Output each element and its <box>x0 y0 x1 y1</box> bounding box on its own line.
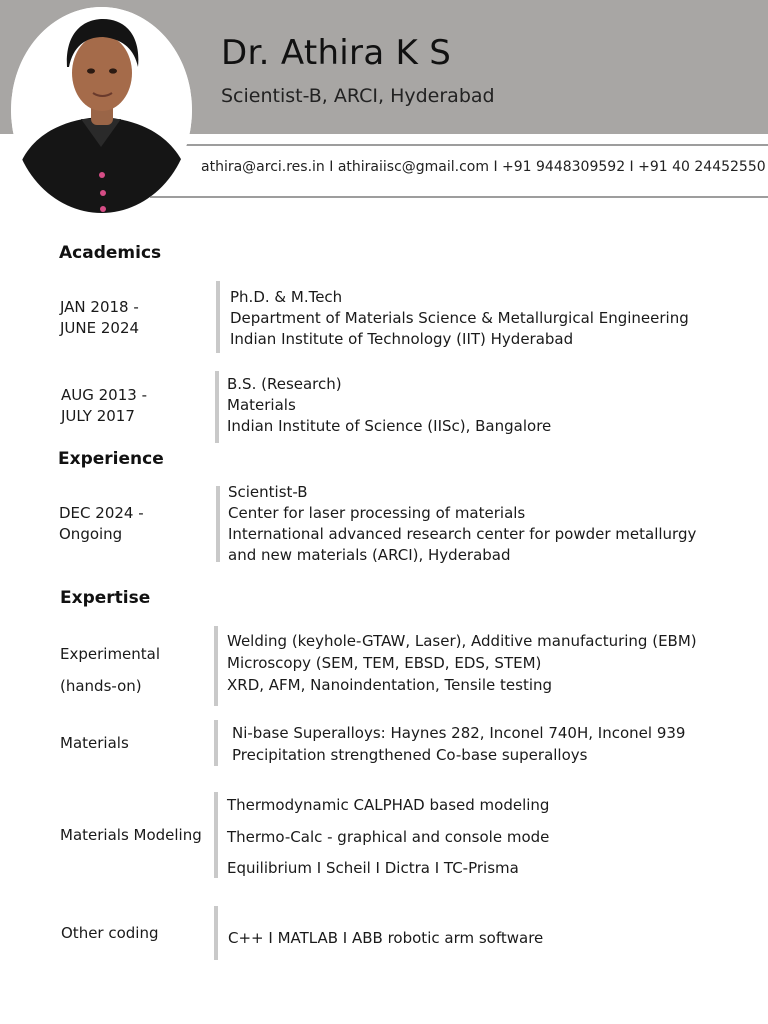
entry-bar <box>214 792 218 878</box>
entry-line: Microscopy (SEM, TEM, EBSD, EDS, STEM) <box>227 654 542 672</box>
date-line: Ongoing <box>59 525 123 543</box>
entry-line: International advanced research center for powder metallurgy <box>228 525 697 543</box>
experience-entry-1 <box>228 482 696 566</box>
expertise-entry-modeling <box>227 790 549 885</box>
date-line: AUG 2013 - <box>61 386 147 404</box>
expertise-entry-coding <box>228 928 543 949</box>
section-heading-experience: Experience <box>58 449 164 469</box>
entry-bar <box>214 626 218 706</box>
entry-line: Department of Materials Science & Metallurgical Engineering <box>230 309 689 327</box>
expertise-label-coding <box>61 923 159 944</box>
entry-line: Equilibrium I Scheil I Dictra I TC-Prisma <box>227 859 519 877</box>
entry-line: B.S. (Research) <box>227 375 342 393</box>
academics-entry-2 <box>227 374 551 437</box>
entry-bar <box>214 906 218 960</box>
expertise-label-materials <box>60 733 129 754</box>
entry-line: Thermo-Calc - graphical and console mode <box>227 827 550 846</box>
entry-line: Precipitation strengthened Co-base superalloys <box>232 746 588 764</box>
entry-line: C++ I MATLAB I ABB robotic arm software <box>228 929 544 947</box>
entry-line: Materials <box>227 396 296 414</box>
label-line: (hands-on) <box>60 677 142 695</box>
academics-entry-1 <box>230 287 689 350</box>
academics-date-2 <box>61 385 147 427</box>
date-line: JAN 2018 - <box>60 298 139 316</box>
entry-bar <box>215 371 219 443</box>
expertise-entry-materials <box>232 722 685 766</box>
entry-line: Welding (keyhole-GTAW, Laser), Additive manufacturing (EBM) <box>227 632 697 650</box>
label-line: Other coding <box>61 924 159 942</box>
date-line: JUNE 2024 <box>60 319 140 337</box>
entry-line: Center for laser processing of materials <box>228 504 526 522</box>
contact-line: athira@arci.res.in I athiraiisc@gmail.com I +91 9448309592 I +91 40 24452550 <box>201 159 766 175</box>
contact-rule-top <box>150 144 768 146</box>
entry-line: Ph.D. & M.Tech <box>230 288 343 306</box>
contact-rule-bottom <box>150 196 768 198</box>
expertise-label-experimental <box>60 638 160 702</box>
profile-photo <box>11 7 192 213</box>
entry-bar <box>216 486 220 562</box>
expertise-entry-experimental <box>227 630 697 696</box>
date-line: DEC 2024 - <box>59 504 144 522</box>
label-line: Materials Modeling <box>60 826 202 844</box>
entry-line: Scientist-B <box>228 483 308 501</box>
person-name: Dr. Athira K S <box>221 33 452 73</box>
label-line: Materials <box>60 734 129 752</box>
entry-line: and new materials (ARCI), Hyderabad <box>228 546 511 564</box>
person-title: Scientist-B, ARCI, Hyderabad <box>221 85 495 107</box>
entry-line: Indian Institute of Technology (IIT) Hyderabad <box>230 330 574 348</box>
section-heading-expertise: Expertise <box>60 588 151 608</box>
entry-line: XRD, AFM, Nanoindentation, Tensile testing <box>227 676 553 694</box>
expertise-label-modeling <box>60 825 202 846</box>
section-heading-academics: Academics <box>59 243 162 263</box>
entry-line: Ni-base Superalloys: Haynes 282, Inconel 740H, Inconel 939 <box>232 724 686 742</box>
experience-date-1 <box>59 503 144 545</box>
label-line: Experimental <box>60 645 161 663</box>
entry-bar <box>214 720 218 766</box>
entry-bar <box>216 281 220 353</box>
entry-line: Thermodynamic CALPHAD based modeling <box>227 796 550 814</box>
academics-date-1 <box>60 297 139 339</box>
entry-line: Indian Institute of Science (IISc), Bangalore <box>227 417 552 435</box>
date-line: JULY 2017 <box>61 407 135 425</box>
